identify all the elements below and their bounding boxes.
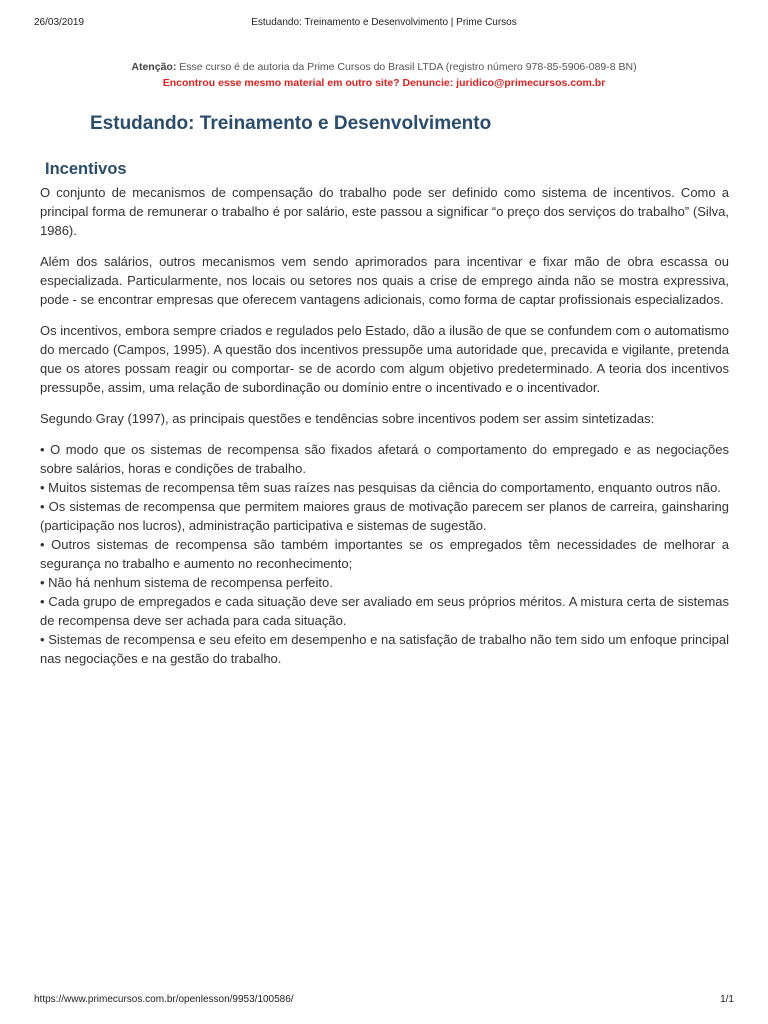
bullet-item: • O modo que os sistemas de recompensa são fixados afetará o comportamento do empregado e as negociações sobre salários, horas e condições de trabalho. [40, 442, 729, 476]
bullet-item: • Outros sistemas de recompensa são também importantes se os empregados têm necessidades de melhorar a segurança no trabalho e aumento no reconhecimento; [40, 537, 729, 571]
attention-label: Atenção: [131, 61, 177, 73]
bullet-item: • Não há nenhum sistema de recompensa perfeito. [40, 575, 333, 590]
print-footer [34, 994, 734, 1008]
bullet-list [40, 440, 729, 668]
report-line: Encontrou esse mesmo material em outro site? Denuncie: juridico@primecursos.com.br [162, 77, 606, 89]
bullet-item: • Os sistemas de recompensa que permitem maiores graus de motivação parecem ser planos de carreira, gainsharing (participação nos lucros), administração participativa e sistemas de sugestão. [40, 499, 729, 533]
print-date: 26/03/2019 [34, 17, 85, 28]
print-page-title: Estudando: Treinamento e Desenvolvimento | Prime Cursos [251, 17, 517, 28]
page-number: 1/1 [720, 994, 734, 1005]
print-header [34, 17, 734, 31]
bullet-item: • Cada grupo de empregados e cada situação deve ser avaliado em seus próprios méritos. A mistura certa de sistemas de recompensa deve ser achada para cada situação. [40, 594, 729, 628]
course-title: Estudando: Treinamento e Desenvolvimento [90, 113, 492, 134]
lesson-content [40, 183, 729, 668]
authorship-text: Esse curso é de autoria da Prime Cursos do Brasil LTDA (registro número 978-85-5906-089-8 BN) [176, 61, 637, 73]
bullet-item: • Muitos sistemas de recompensa têm suas raízes nas pesquisas da ciência do comportamento, enquanto outros não. [40, 480, 721, 495]
section-title: Incentivos [45, 160, 127, 178]
authorship-line [0, 59, 768, 75]
copyright-notice [0, 59, 768, 91]
paragraph: Além dos salários, outros mecanismos vem sendo aprimorados para incentivar e fixar mão de obra escassa ou especializada. Particularmente, nos locais ou setores nos quais a crise de emprego ainda não se mostra expressiva, pode - se encontrar empresas que oferecem vantagens adicionais, como forma de captar profissionais especializados. [40, 254, 729, 307]
paragraph: O conjunto de mecanismos de compensação do trabalho pode ser definido como sistema de incentivos. Como a principal forma de remunerar o trabalho é por salário, este passou a significar “o preço dos serviços do trabalho” (Silva, 1986). [40, 185, 729, 238]
paragraph: Segundo Gray (1997), as principais questões e tendências sobre incentivos podem ser assim sintetizadas: [40, 411, 655, 426]
page-url: https://www.primecursos.com.br/openlesson/9953/100586/ [34, 994, 294, 1005]
bullet-item: • Sistemas de recompensa e seu efeito em desempenho e na satisfação de trabalho não tem sido um enfoque principal nas negociações e na gestão do trabalho. [40, 632, 729, 666]
paragraph: Os incentivos, embora sempre criados e regulados pelo Estado, dão a ilusão de que se confundem com o automatismo do mercado (Campos, 1995). A questão dos incentivos pressupõe uma autoridade que, precavida e vigilante, pretenda que os atores possam reagir ou comportar- se de acordo com algum objetivo predeterminado. A teoria dos incentivos pressupõe, assim, uma relação de subordinação ou domínio entre o incentivado e o incentivador. [40, 323, 729, 395]
